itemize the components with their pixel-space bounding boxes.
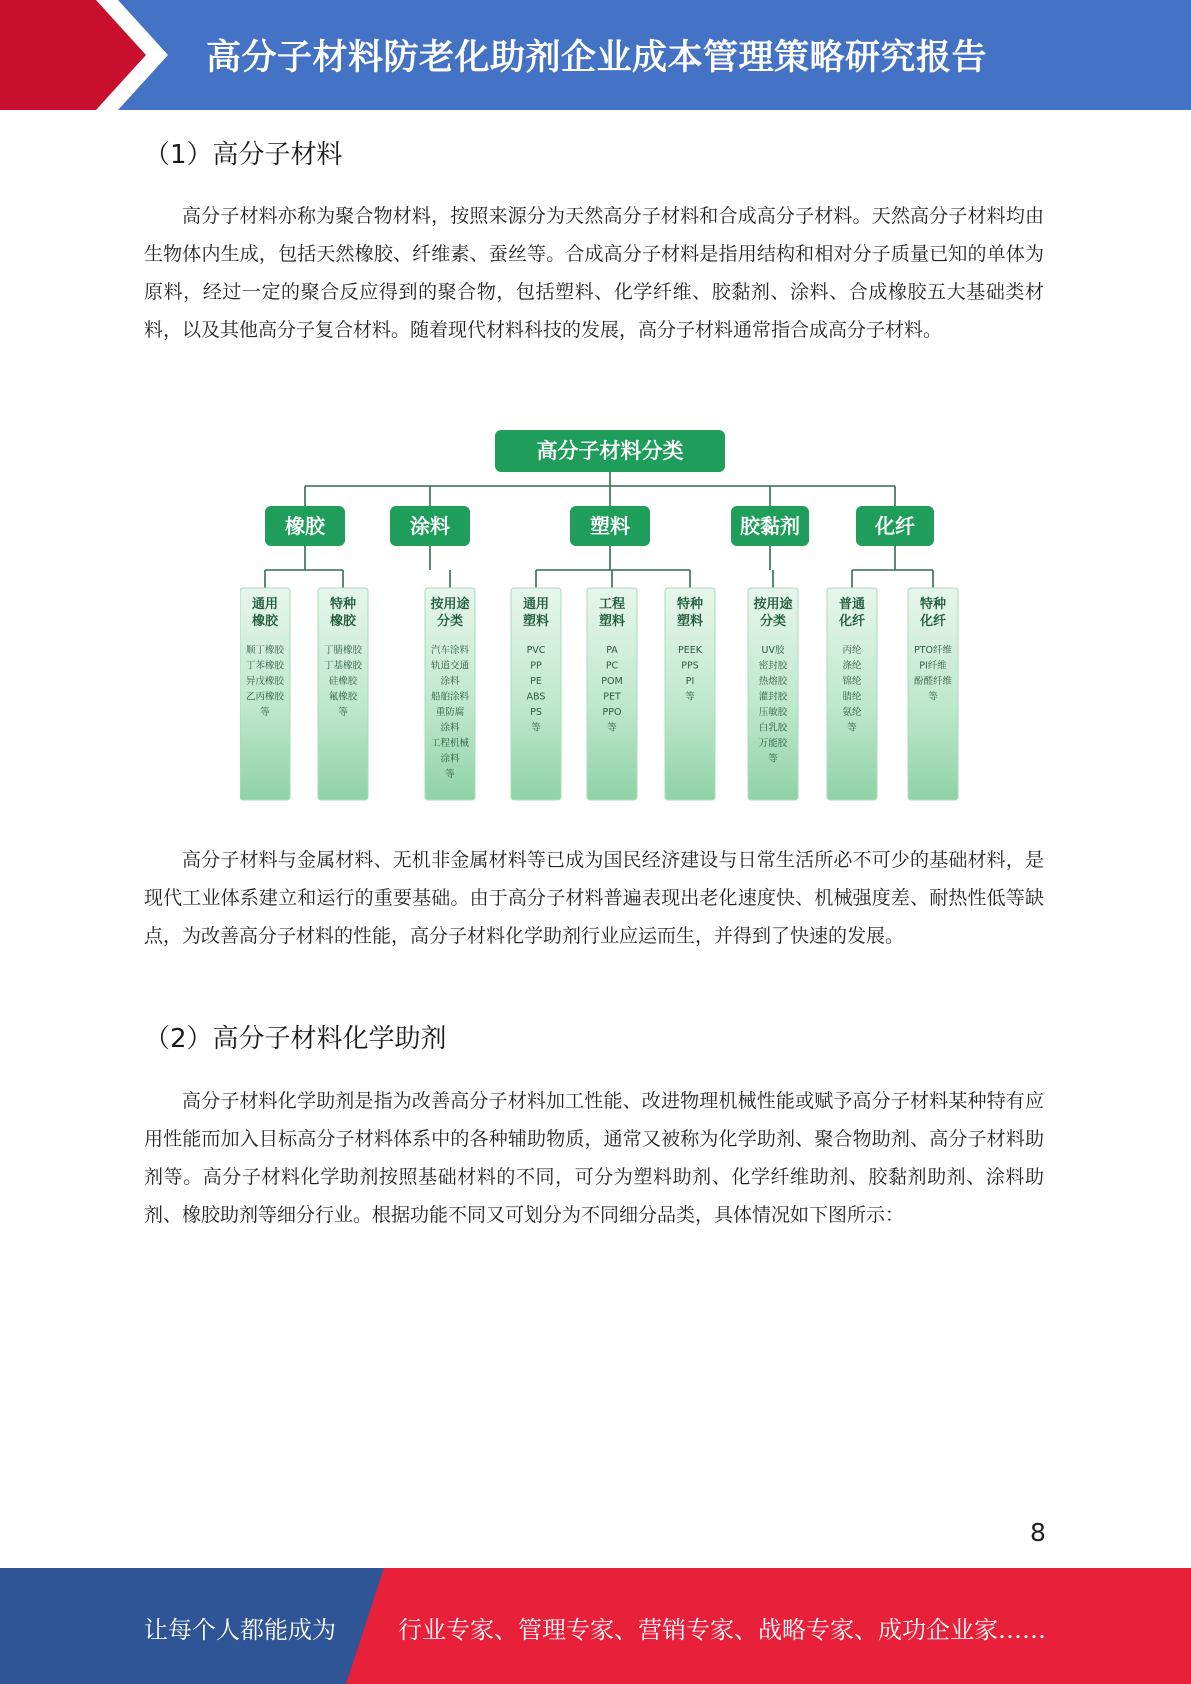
leaf-item: PTO纤维 <box>913 645 953 656</box>
leaf-item: PS <box>530 707 542 718</box>
leaf-item: PVC <box>526 645 546 656</box>
leaf-item: 船舶涂料 <box>430 691 470 703</box>
paragraph-2: 高分子材料与金属材料、无机非金属材料等已成为国民经济建设与日常生活所必不可少的基础材料，是现代工业体系建立和运行的重要基础。由于高分子材料普遍表现出老化速度快、机械强度差、耐热性低等缺点，为改善高分子材料的性能，高分子材料化学助剂行业应运而生，并得到了快速的发展。 <box>144 849 1044 947</box>
leaf-item: UV胶 <box>761 645 785 656</box>
footer-slogan-right: 行业专家、管理专家、营销专家、战略专家、成功企业家…… <box>398 1616 1046 1644</box>
paragraph-1: 高分子材料亦称为聚合物材料，按照来源分为天然高分子材料和合成高分子材料。天然高分子材料均由生物体内生成，包括天然橡胶、纤维素、蚕丝等。合成高分子材料是指用结构和相对分子质量已知的单体为原料，经过一定的聚合反应得到的聚合物，包括塑料、化学纤维、胶黏剂、涂料、合成橡胶五大基础类材料，以及其他高分子复合材料。随着现代材料科技的发展，高分子材料通常指合成高分子材料。 <box>144 205 1044 341</box>
leaf-item: 丁腈橡胶 <box>323 645 363 656</box>
leaf-title: 工程 <box>598 597 626 612</box>
header-banner <box>0 0 1191 110</box>
leaf-item: 锦纶 <box>842 676 862 687</box>
category-label: 化纤 <box>875 514 915 538</box>
leaf-item: 乙丙橡胶 <box>245 691 285 703</box>
leaf-item: 丁基橡胶 <box>323 660 363 672</box>
leaf-item: 腈纶 <box>842 691 862 703</box>
leaf-title: 普通 <box>838 597 866 612</box>
leaf-item: 压敏胶 <box>758 707 788 718</box>
leaf-item: 丙纶 <box>842 645 862 656</box>
leaf-item: PI纤维 <box>919 660 947 672</box>
leaf-item: 等 <box>685 691 695 703</box>
leaf-item: 顺丁橡胶 <box>245 645 285 656</box>
leaf-item: 密封胶 <box>758 660 788 672</box>
leaf-title: 按用途 <box>430 597 470 612</box>
leaf-item: 万能胶 <box>758 738 788 749</box>
leaf-title: 塑料 <box>676 614 704 629</box>
category-label: 胶黏剂 <box>740 514 800 538</box>
leaf-item: PA <box>606 645 618 656</box>
leaf-title: 分类 <box>436 614 464 629</box>
leaf-title: 特种 <box>919 597 947 612</box>
footer-slogan-left: 让每个人都能成为 <box>144 1616 336 1644</box>
leaf-item: 涂料 <box>440 722 460 734</box>
leaf-item: 酚醛纤维 <box>913 676 953 687</box>
leaf-item: 工程机械 <box>430 738 470 749</box>
leaf-item: POM <box>601 676 623 687</box>
leaf-title: 通用 <box>251 597 279 612</box>
leaf-item: PET <box>603 691 621 703</box>
leaf-title: 特种 <box>676 597 704 612</box>
leaf-title: 化纤 <box>919 614 947 629</box>
leaf-item: 涤纶 <box>842 660 862 672</box>
leaf-item: PPS <box>681 660 699 672</box>
page-number: 8 <box>1030 1518 1046 1547</box>
leaf-item: PC <box>605 660 619 672</box>
paragraph-3: 高分子材料化学助剂是指为改善高分子材料加工性能、改进物理机械性能或赋予高分子材料某种特有应用性能而加入目标高分子材料体系中的各种辅助物质，通常又被称为化学助剂、聚合物助剂、高分子材料助剂等。高分子材料化学助剂按照基础材料的不同，可分为塑料助剂、化学纤维助剂、胶黏剂助剂、涂料助剂、橡胶助剂等细分行业。根据功能不同又可划分为不同细分品类，具体情况如下图所示： <box>144 1090 1044 1226</box>
leaf-item: ABS <box>526 691 546 703</box>
leaf-item: PE <box>530 676 542 687</box>
leaf-item: 硅橡胶 <box>328 676 358 687</box>
footer-banner <box>0 1568 1191 1684</box>
leaf-item: 汽车涂料 <box>430 645 470 656</box>
leaf-title: 橡胶 <box>251 614 279 629</box>
section-heading-2: （2）高分子材料化学助剂 <box>144 1024 447 1054</box>
report-title: 高分子材料防老化助剂企业成本管理策略研究报告 <box>206 38 988 78</box>
leaf-title: 通用 <box>522 597 550 612</box>
category-label: 涂料 <box>410 514 450 538</box>
leaf-title: 化纤 <box>838 614 866 629</box>
leaf-item: 轨道交通 <box>430 660 470 672</box>
category-label: 橡胶 <box>285 514 325 538</box>
leaf-item: 等 <box>445 769 455 780</box>
leaf-item: 热熔胶 <box>758 676 788 687</box>
leaf-item: PEEK <box>678 645 702 656</box>
leaf-item: PP <box>530 660 542 672</box>
leaf-item: 涂料 <box>440 676 460 687</box>
leaf-item: 涂料 <box>440 753 460 765</box>
leaf-title: 塑料 <box>598 614 626 629</box>
leaf-item: 丁苯橡胶 <box>245 660 285 672</box>
classification-diagram <box>240 420 980 810</box>
leaf-title: 按用途 <box>753 597 793 612</box>
leaf-title: 特种 <box>329 597 357 612</box>
leaf-title: 分类 <box>759 614 787 629</box>
leaf-item: 等 <box>607 722 617 734</box>
leaf-item: PI <box>685 676 695 687</box>
category-label: 塑料 <box>590 514 630 538</box>
leaf-item: 灌封胶 <box>758 691 788 703</box>
leaf-item: 等 <box>768 753 778 765</box>
root-node-label: 高分子材料分类 <box>536 439 684 463</box>
leaf-title: 橡胶 <box>329 614 357 629</box>
leaf-item: 等 <box>260 707 270 718</box>
leaf-item: 重防腐 <box>435 707 465 718</box>
leaf-item: PPO <box>602 707 622 718</box>
leaf-title: 塑料 <box>522 614 550 629</box>
leaf-item: 等 <box>847 722 857 734</box>
leaf-item: 异戊橡胶 <box>245 676 285 687</box>
leaf-item: 等 <box>338 707 348 718</box>
leaf-item: 等 <box>928 691 938 703</box>
section-heading-1: （1）高分子材料 <box>144 140 343 170</box>
leaf-item: 白乳胶 <box>758 722 788 734</box>
leaf-item: 氟橡胶 <box>328 691 358 703</box>
leaf-item: 氨纶 <box>842 707 862 718</box>
leaf-item: 等 <box>531 722 541 734</box>
